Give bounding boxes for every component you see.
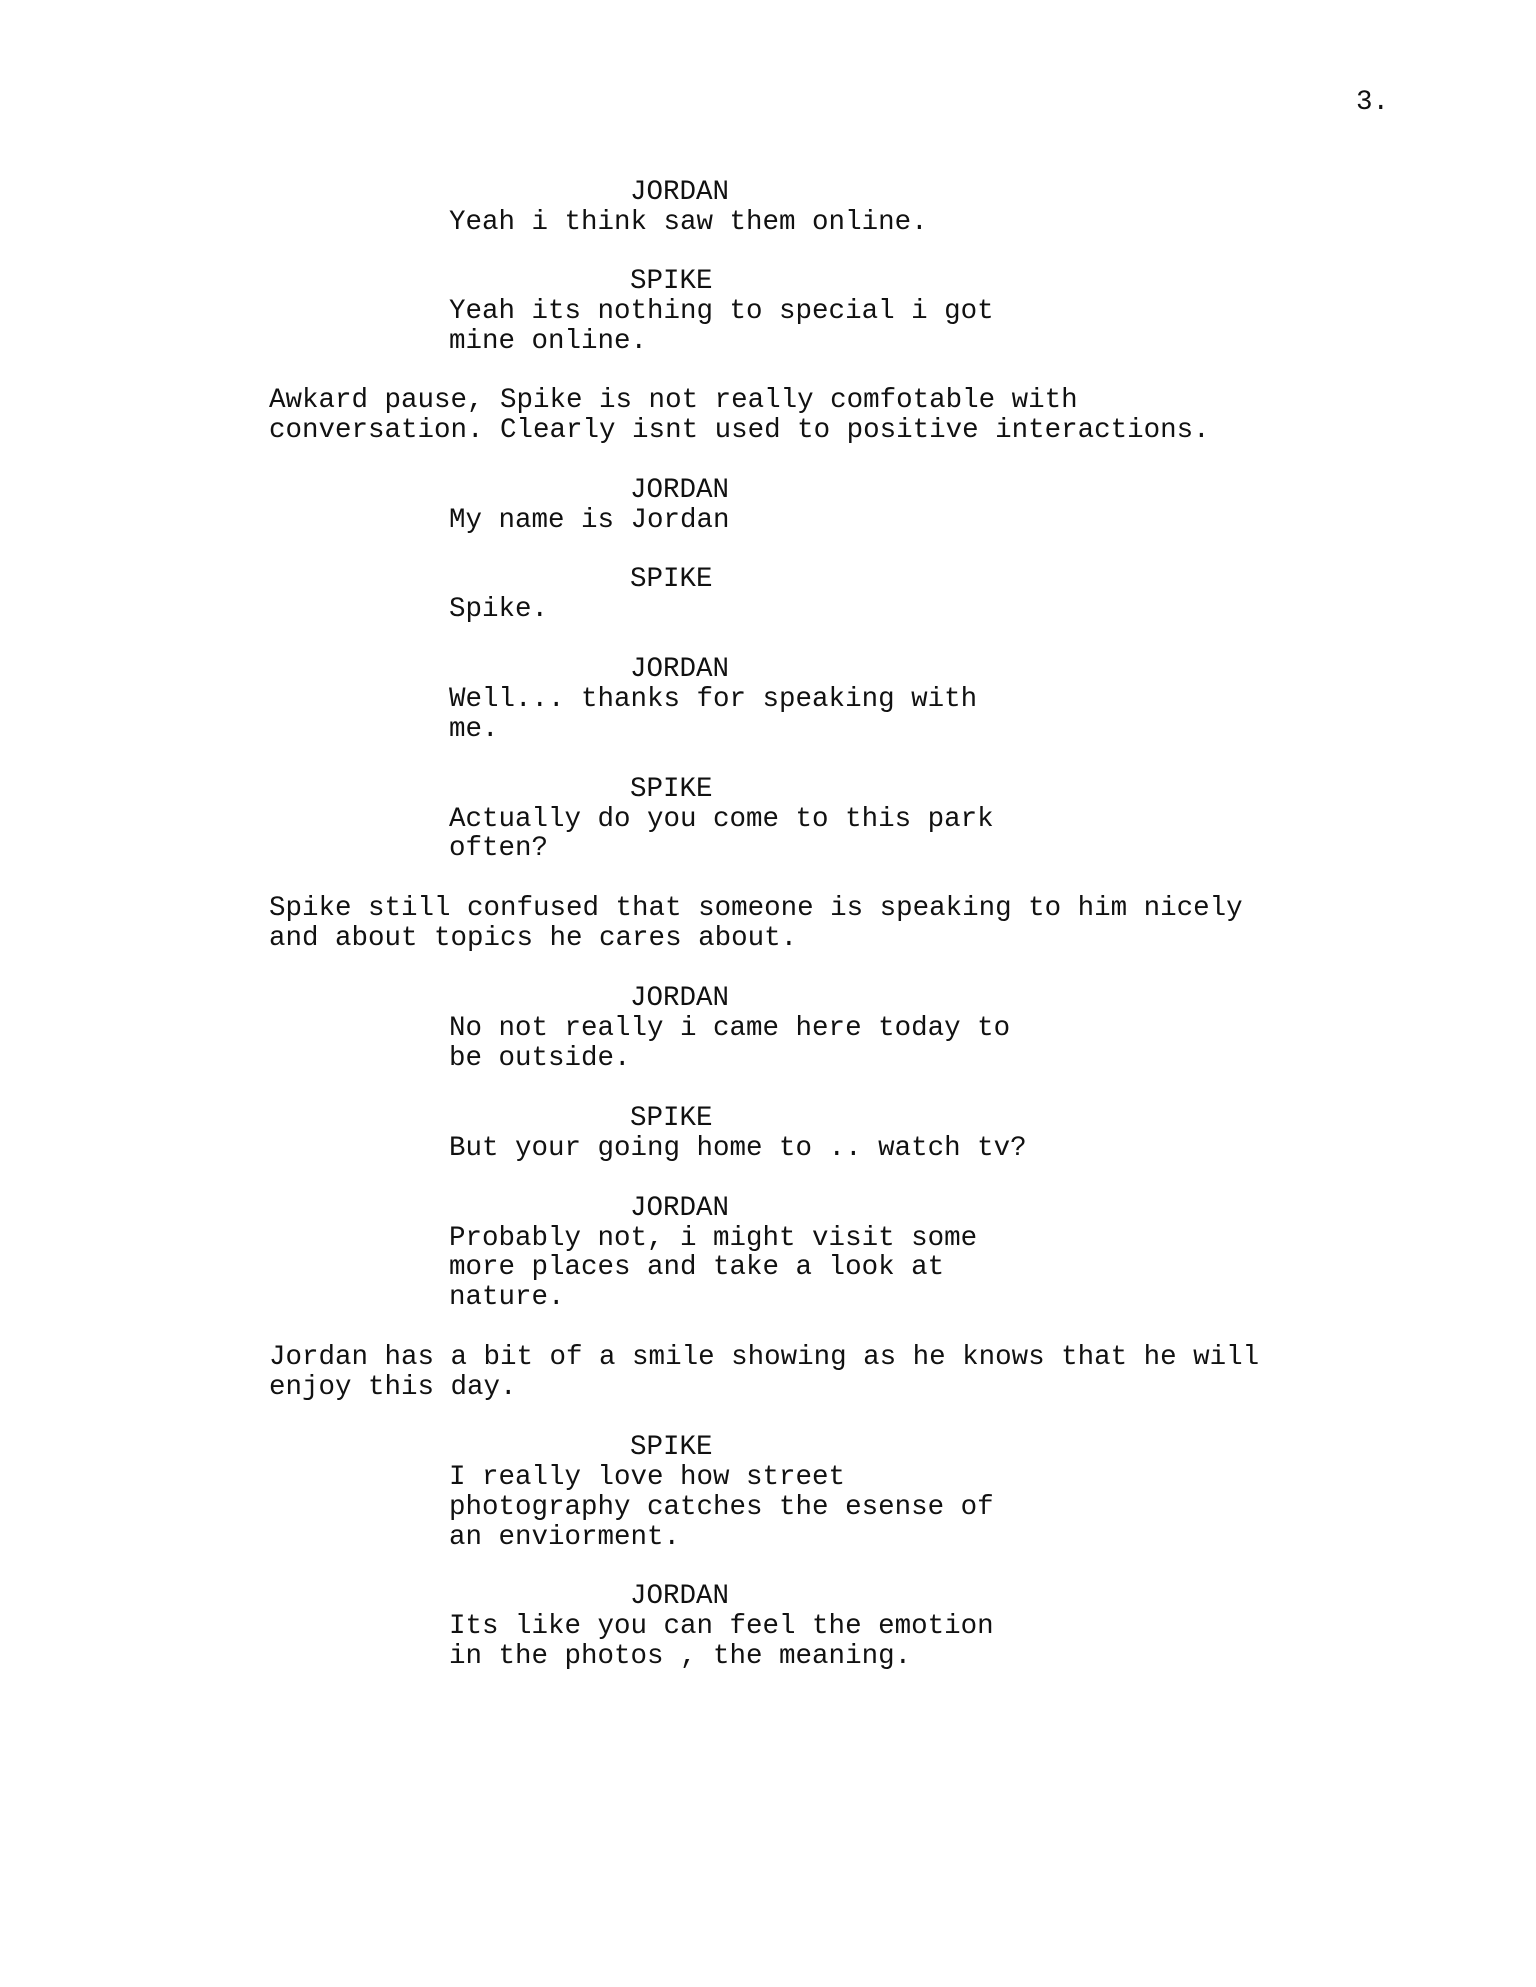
dialogue-line: Spike. bbox=[449, 594, 549, 625]
character-name: SPIKE bbox=[630, 1103, 713, 1134]
character-name: JORDAN bbox=[630, 1193, 730, 1224]
dialogue-line: photography catches the esense of bbox=[449, 1492, 994, 1523]
dialogue-line: in the photos , the meaning. bbox=[449, 1641, 912, 1672]
character-name: SPIKE bbox=[630, 774, 713, 805]
dialogue-line: Its like you can feel the emotion bbox=[449, 1611, 994, 1642]
dialogue-line: Yeah i think saw them online. bbox=[449, 207, 928, 238]
dialogue-line: But your going home to .. watch tv? bbox=[449, 1133, 1027, 1164]
character-name: JORDAN bbox=[630, 654, 730, 685]
dialogue-line: Actually do you come to this park bbox=[449, 804, 994, 835]
action-line: Jordan has a bit of a smile showing as he knows that he will bbox=[269, 1342, 1260, 1373]
character-name: JORDAN bbox=[630, 1581, 730, 1612]
dialogue-line: I really love how street bbox=[449, 1462, 846, 1493]
character-name: JORDAN bbox=[630, 475, 730, 506]
action-line: Spike still confused that someone is speaking to him nicely bbox=[269, 893, 1243, 924]
action-line: enjoy this day. bbox=[269, 1372, 517, 1403]
dialogue-line: often? bbox=[449, 833, 549, 864]
dialogue-line: Well... thanks for speaking with bbox=[449, 684, 978, 715]
dialogue-line: be outside. bbox=[449, 1043, 631, 1074]
dialogue-line: me. bbox=[449, 714, 499, 745]
character-name: JORDAN bbox=[630, 177, 730, 208]
character-name: SPIKE bbox=[630, 1432, 713, 1463]
dialogue-line: Yeah its nothing to special i got bbox=[449, 296, 994, 327]
dialogue-line: more places and take a look at bbox=[449, 1252, 945, 1283]
character-name: SPIKE bbox=[630, 564, 713, 595]
dialogue-line: My name is Jordan bbox=[449, 505, 730, 536]
action-line: and about topics he cares about. bbox=[269, 923, 798, 954]
action-line: conversation. Clearly isnt used to positive interactions. bbox=[269, 415, 1210, 446]
dialogue-line: mine online. bbox=[449, 326, 648, 357]
character-name: SPIKE bbox=[630, 266, 713, 297]
dialogue-line: an enviorment. bbox=[449, 1522, 681, 1553]
character-name: JORDAN bbox=[630, 983, 730, 1014]
dialogue-line: No not really i came here today to bbox=[449, 1013, 1011, 1044]
dialogue-line: nature. bbox=[449, 1282, 565, 1313]
page-number: 3. bbox=[1356, 87, 1390, 118]
action-line: Awkard pause, Spike is not really comfotable with bbox=[269, 385, 1078, 416]
dialogue-line: Probably not, i might visit some bbox=[449, 1223, 978, 1254]
